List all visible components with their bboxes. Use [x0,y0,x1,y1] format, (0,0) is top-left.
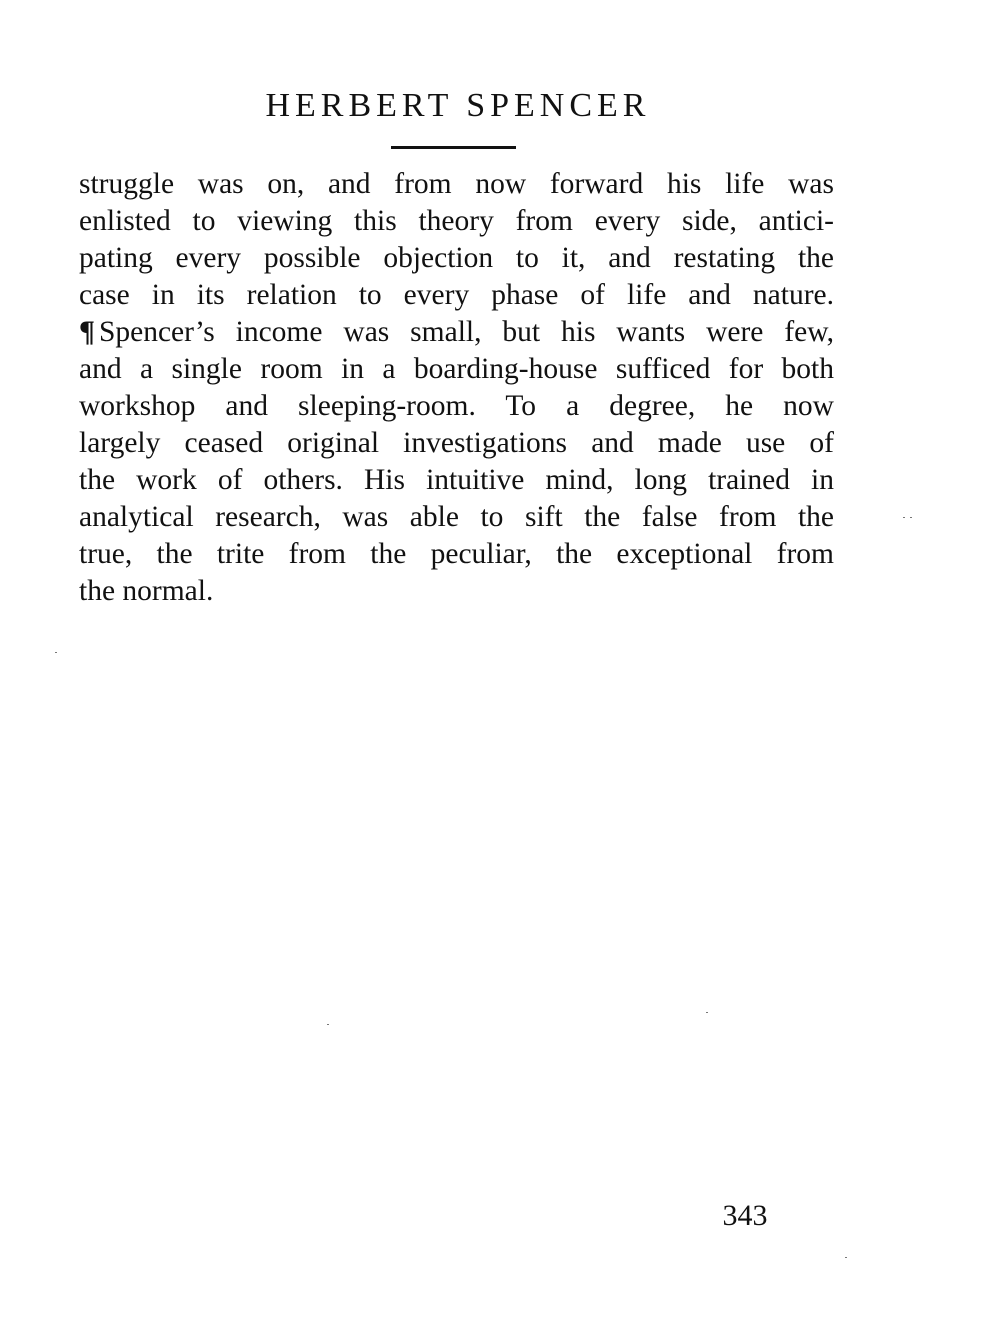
body-text [79,166,834,610]
text-line: analytical research, was able to sift the false from the [79,501,834,533]
text-line-paragraph-start [79,314,834,351]
text-line: true, the trite from the peculiar, the exceptional from [79,538,834,570]
scan-speck [327,1024,329,1025]
page-number: 343 [722,1199,768,1232]
text-line-content: Spencer’s income was small, but his wants were few, [98,316,834,348]
text-line: largely ceased original investigations and made use of [79,427,834,459]
scan-speck [845,1257,847,1258]
text-line: struggle was on, and from now forward his life was [79,168,834,200]
scan-speck [910,517,912,518]
text-line: and a single room in a boarding-house sufficed for both [79,353,834,385]
text-line: workshop and sleeping-room. To a degree, he now [79,390,834,422]
text-line-last: the normal. [79,575,214,607]
scan-speck [706,1012,708,1013]
scan-speck [903,517,905,518]
text-line: the work of others. His intuitive mind, long trained in [79,464,834,496]
text-line: enlisted to viewing this theory from every side, antici- [79,205,834,237]
pilcrow-mark: ¶ [79,316,95,348]
text-line: pating every possible objection to it, and restating the [79,242,834,274]
scan-speck [55,652,57,653]
running-head-title: HERBERT SPENCER [265,87,651,124]
header-rule [391,146,516,149]
text-line: case in its relation to every phase of life and nature. [79,279,834,311]
